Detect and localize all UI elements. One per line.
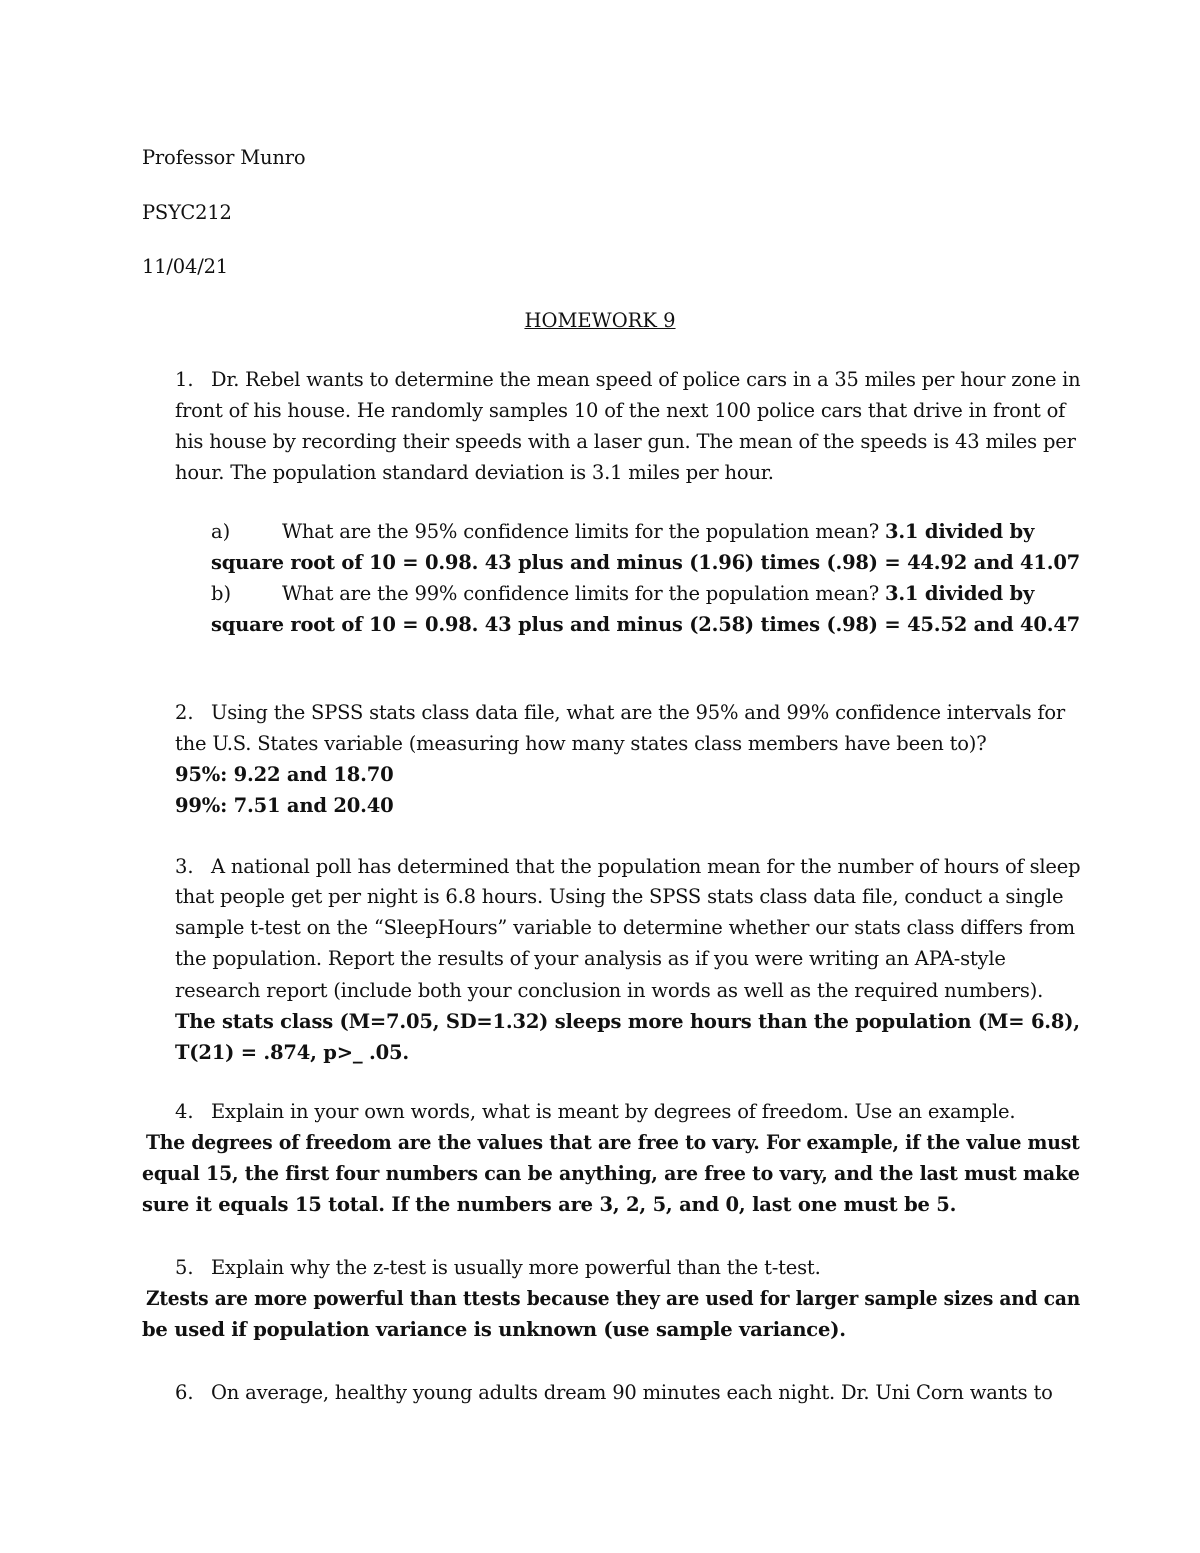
q1b-question: What are the 99% confidence limits for the population mean? bbox=[282, 582, 885, 605]
q2-answer-99: 99%: 7.51 and 20.40 bbox=[175, 794, 394, 817]
q3-line-4: the population. Report the results of your analysis as if you were writing an APA-style bbox=[175, 947, 1006, 970]
q4-question: Explain in your own words, what is meant by degrees of freedom. Use an example. bbox=[211, 1100, 1016, 1123]
course-code: PSYC212 bbox=[142, 201, 232, 224]
q1a-row bbox=[282, 516, 1034, 547]
q4-number: 4. bbox=[175, 1100, 194, 1123]
q1a-label: a) bbox=[211, 520, 231, 543]
q1b-row bbox=[282, 578, 1034, 609]
q1-line-3: his house by recording their speeds with a laser gun. The mean of the speeds is 43 miles per bbox=[175, 430, 1076, 453]
date: 11/04/21 bbox=[142, 255, 228, 278]
q2-answer-95: 95%: 9.22 and 18.70 bbox=[175, 763, 394, 786]
q1a-question: What are the 95% confidence limits for the population mean? bbox=[282, 520, 885, 543]
q3-line-2: that people get per night is 6.8 hours. Using the SPSS stats class data file, conduct a single bbox=[175, 885, 1064, 908]
q1-line-1: Dr. Rebel wants to determine the mean speed of police cars in a 35 miles per hour zone in bbox=[211, 368, 1081, 391]
q2-line-2: the U.S. States variable (measuring how many states class members have been to)? bbox=[175, 732, 987, 755]
q4-answer-3: sure it equals 15 total. If the numbers are 3, 2, 5, and 0, last one must be 5. bbox=[142, 1193, 957, 1216]
q5-answer-2: be used if population variance is unknown (use sample variance). bbox=[142, 1318, 846, 1341]
homework-title: HOMEWORK 9 bbox=[524, 309, 676, 332]
q5-number: 5. bbox=[175, 1256, 194, 1279]
q1b-label: b) bbox=[211, 582, 232, 605]
q3-line-1: A national poll has determined that the population mean for the number of hours of sleep bbox=[211, 855, 1081, 878]
q5-answer-1: Ztests are more powerful than ttests because they are used for larger sample sizes and can bbox=[146, 1287, 1081, 1310]
q3-line-5: research report (include both your conclusion in words as well as the required numbers). bbox=[175, 979, 1044, 1002]
q5-question: Explain why the z-test is usually more powerful than the t-test. bbox=[211, 1256, 821, 1279]
q3-line-3: sample t-test on the “SleepHours” variable to determine whether our stats class differs from bbox=[175, 916, 1075, 939]
q1-line-4: hour. The population standard deviation is 3.1 miles per hour. bbox=[175, 461, 774, 484]
q2-number: 2. bbox=[175, 701, 194, 724]
q2-line-1: Using the SPSS stats class data file, what are the 95% and 99% confidence intervals for bbox=[211, 701, 1066, 724]
q3-number: 3. bbox=[175, 855, 194, 878]
q4-answer-1: The degrees of freedom are the values that are free to vary. For example, if the value must bbox=[146, 1131, 1080, 1154]
q6-number: 6. bbox=[175, 1381, 194, 1404]
q1a-answer-part2: square root of 10 = 0.98. 43 plus and minus (1.96) times (.98) = 44.92 and 41.07 bbox=[211, 551, 1081, 574]
professor-name: Professor Munro bbox=[142, 146, 306, 169]
q1-number: 1. bbox=[175, 368, 194, 391]
q6-question: On average, healthy young adults dream 90 minutes each night. Dr. Uni Corn wants to bbox=[211, 1381, 1053, 1404]
q1a-answer-part1: 3.1 divided by bbox=[884, 520, 1035, 543]
q1b-answer-part2: square root of 10 = 0.98. 43 plus and minus (2.58) times (.98) = 45.52 and 40.47 bbox=[211, 613, 1081, 636]
q3-answer-2: T(21) = .874, p>_ .05. bbox=[175, 1041, 409, 1064]
q3-answer-1: The stats class (M=7.05, SD=1.32) sleeps more hours than the population (M= 6.8), bbox=[175, 1010, 1080, 1033]
q4-answer-2: equal 15, the first four numbers can be anything, are free to vary, and the last must make bbox=[142, 1162, 1080, 1185]
q1-line-2: front of his house. He randomly samples 10 of the next 100 police cars that drive in front of bbox=[175, 399, 1066, 422]
q1b-answer-part1: 3.1 divided by bbox=[884, 582, 1035, 605]
